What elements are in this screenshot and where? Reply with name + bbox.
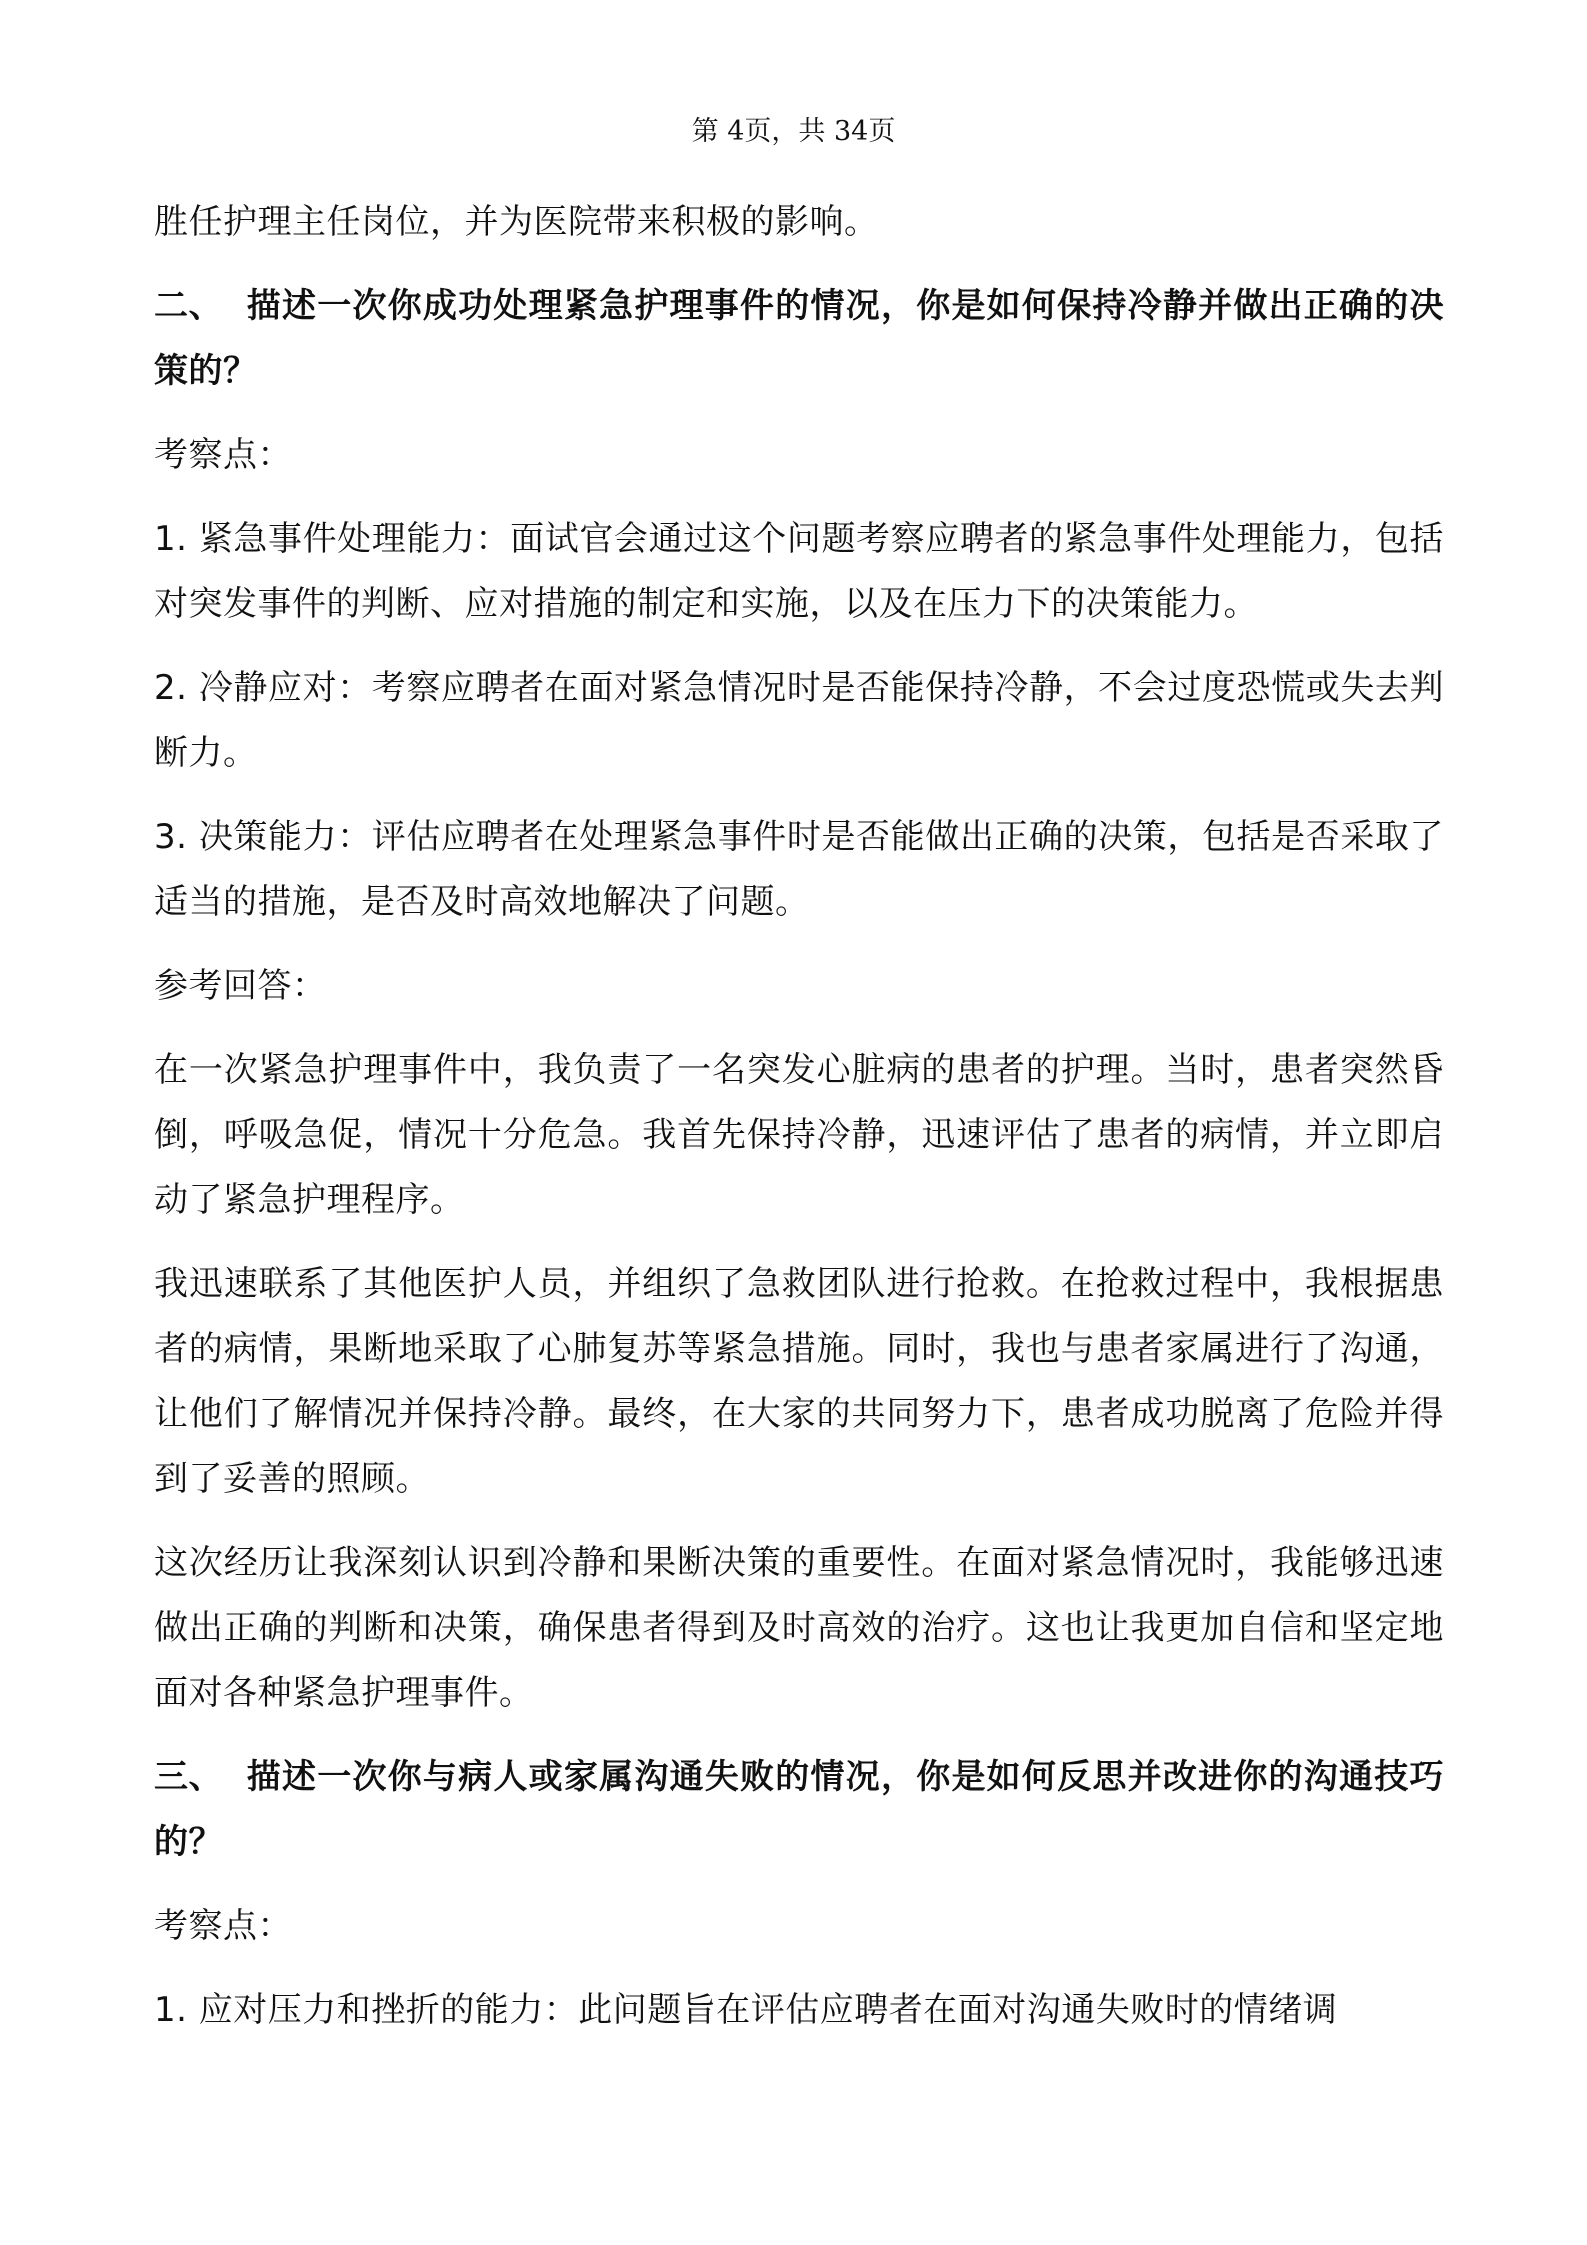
section-label-assessment: 考察点： xyxy=(154,1906,292,1946)
assessment-point-1: 1. 紧急事件处理能力：面试官会通过这个问题考察应聘者的紧急事件处理能力，包括对突发事件的判断、应对措施的制定和实施，以及在压力下的决策能力。 xyxy=(154,519,1444,624)
heading-number: 二、 xyxy=(154,286,223,326)
section-label-assessment: 考察点： xyxy=(154,435,292,475)
answer-paragraph-2: 我迅速联系了其他医护人员，并组织了急救团队进行抢救。在抢救过程中，我根据患者的病情，果断地采取了心肺复苏等紧急措施。同时，我也与患者家属进行了沟通，让他们了解情况并保持冷静。最终，在大家的共同努力下，患者成功脱离了危险并得到了妥善的照顾。 xyxy=(154,1264,1444,1499)
question-heading-2 xyxy=(154,274,1444,404)
heading-number: 三、 xyxy=(154,1757,223,1797)
page-number-header: 第 4页，共 34页 xyxy=(691,116,896,147)
document-body xyxy=(154,190,1444,2062)
assessment-point-2: 2. 冷静应对：考察应聘者在面对紧急情况时是否能保持冷静，不会过度恐慌或失去判断力。 xyxy=(154,668,1444,773)
assessment-point-3: 3. 决策能力：评估应聘者在处理紧急事件时是否能做出正确的决策，包括是否采取了适当的措施，是否及时高效地解决了问题。 xyxy=(154,817,1444,922)
heading-text: 描述一次你与病人或家属沟通失败的情况，你是如何反思并改进你的沟通技巧的？ xyxy=(154,1757,1444,1862)
question-heading-3 xyxy=(154,1745,1444,1875)
heading-text: 描述一次你成功处理紧急护理事件的情况，你是如何保持冷静并做出正确的决策的？ xyxy=(154,286,1444,391)
answer-paragraph-3: 这次经历让我深刻认识到冷静和果断决策的重要性。在面对紧急情况时，我能够迅速做出正确的判断和决策，确保患者得到及时高效的治疗。这也让我更加自信和坚定地面对各种紧急护理事件。 xyxy=(154,1543,1444,1713)
paragraph-continuation: 胜任护理主任岗位，并为医院带来积极的影响。 xyxy=(154,202,879,242)
assessment-point-1: 1. 应对压力和挫折的能力：此问题旨在评估应聘者在面对沟通失败时的情绪调 xyxy=(154,1990,1338,2030)
section-label-reference-answer: 参考回答： xyxy=(154,966,327,1006)
answer-paragraph-1: 在一次紧急护理事件中，我负责了一名突发心脏病的患者的护理。当时，患者突然昏倒，呼吸急促，情况十分危急。我首先保持冷静，迅速评估了患者的病情，并立即启动了紧急护理程序。 xyxy=(154,1050,1444,1220)
